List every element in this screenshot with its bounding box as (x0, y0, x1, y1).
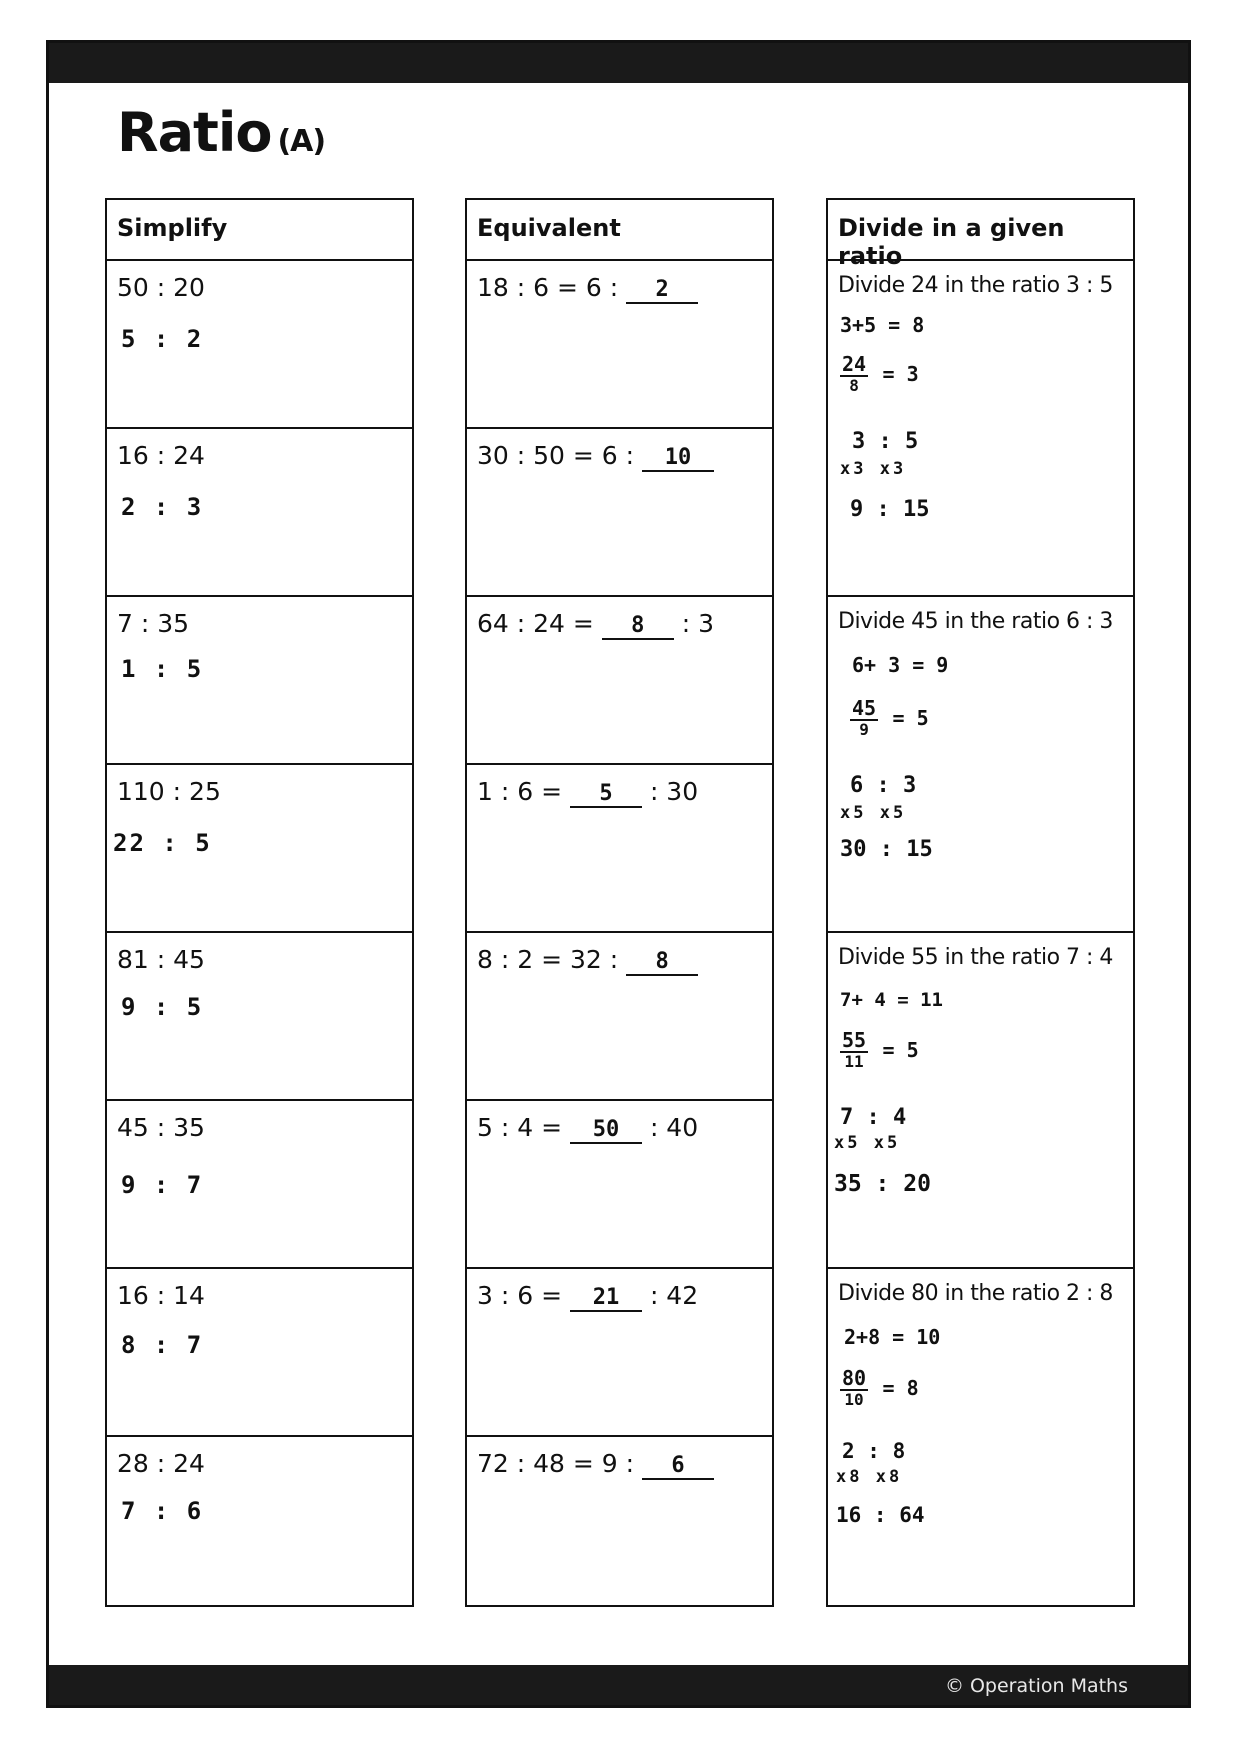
equivalent-item (467, 429, 772, 597)
top-banner (49, 43, 1188, 83)
equivalent-question: 3 : 6 = (477, 1281, 563, 1310)
divide-question: Divide 45 in the ratio 6 : 3 (838, 609, 1113, 634)
equivalent-item (467, 1101, 772, 1269)
simplify-item (107, 1269, 412, 1437)
equivalent-question: 64 : 24 = (477, 609, 594, 638)
equivalent-answer: 10 (642, 446, 714, 472)
fraction-numerator: 24 (842, 352, 867, 376)
equivalent-answer: 8 (626, 950, 698, 976)
simplify-header: Simplify (107, 200, 412, 261)
simplify-column (105, 198, 414, 1607)
simplify-item (107, 1437, 412, 1605)
divide-ratio: 7 : 4 (840, 1105, 907, 1130)
simplify-item (107, 261, 412, 429)
divide-question: Divide 24 in the ratio 3 : 5 (838, 273, 1113, 298)
simplify-item (107, 765, 412, 933)
simplify-question: 110 : 25 (117, 777, 221, 806)
equivalent-answer: 50 (570, 1118, 642, 1144)
fraction-numerator: 55 (842, 1028, 867, 1052)
divide-ratio: 6 : 3 (850, 773, 917, 798)
fraction-denominator: 10 (844, 1390, 864, 1409)
simplify-item (107, 429, 412, 597)
simplify-question: 28 : 24 (117, 1449, 205, 1478)
fraction-denominator: 11 (844, 1052, 864, 1071)
equivalent-question: 1 : 6 = (477, 777, 563, 806)
fraction-result: = 3 (882, 362, 919, 386)
divide-ratio: 2 : 8 (842, 1439, 906, 1463)
equivalent-tail: : 3 (681, 609, 715, 638)
equivalent-question: 8 : 2 = 32 : (477, 945, 619, 974)
simplify-question: 7 : 35 (117, 609, 190, 638)
equivalent-answer: 21 (570, 1286, 642, 1312)
divide-fraction (850, 697, 929, 739)
equivalent-question: 30 : 50 = 6 : (477, 441, 635, 470)
equivalent-question: 5 : 4 = (477, 1113, 563, 1142)
equivalent-answer: 2 (626, 278, 698, 304)
divide-answer: 9 : 15 (850, 497, 930, 522)
simplify-item (107, 933, 412, 1101)
equivalent-item (467, 1269, 772, 1437)
divide-sum: 6+ 3 = 9 (852, 653, 949, 677)
equivalent-question: 72 : 48 = 9 : (477, 1449, 635, 1478)
simplify-question: 45 : 35 (117, 1113, 205, 1142)
fraction-result: = 5 (892, 706, 929, 730)
divide-answer: 30 : 15 (840, 837, 933, 862)
divide-question: Divide 55 in the ratio 7 : 4 (838, 945, 1113, 970)
divide-sum: 2+8 = 10 (844, 1325, 941, 1349)
divide-item (828, 933, 1133, 1269)
divide-answer: 35 : 20 (834, 1171, 931, 1197)
fraction-numerator: 45 (852, 696, 877, 720)
equivalent-tail: : 30 (649, 777, 699, 806)
divide-item (828, 1269, 1133, 1605)
simplify-question: 50 : 20 (117, 273, 205, 302)
bottom-banner (49, 1665, 1188, 1705)
equivalent-tail: : 42 (649, 1281, 699, 1310)
equivalent-item (467, 261, 772, 429)
divide-multipliers: x5 x5 (834, 1133, 901, 1153)
equivalent-answer: 6 (642, 1454, 714, 1480)
title-main: Ratio (117, 101, 272, 164)
simplify-item (107, 1101, 412, 1269)
fraction-numerator: 80 (842, 1366, 867, 1390)
page-title (117, 101, 325, 164)
divide-sum: 7+ 4 = 11 (840, 989, 943, 1011)
copyright-text: © Operation Maths (944, 1675, 1128, 1697)
simplify-answer: 1 : 5 (121, 655, 204, 683)
equivalent-column (465, 198, 774, 1607)
simplify-answer: 8 : 7 (121, 1331, 204, 1359)
divide-multipliers: x8 x8 (836, 1467, 903, 1487)
simplify-question: 16 : 14 (117, 1281, 205, 1310)
simplify-answer: 2 : 3 (121, 493, 204, 521)
worksheet-page (46, 40, 1191, 1708)
simplify-answer: 7 : 6 (121, 1497, 204, 1525)
divide-fraction (840, 1029, 919, 1071)
divide-multipliers: x5 x5 (840, 803, 907, 823)
divide-header: Divide in a given ratio (828, 200, 1133, 261)
equivalent-item (467, 1437, 772, 1605)
fraction-result: = 8 (882, 1376, 919, 1400)
equivalent-item (467, 765, 772, 933)
divide-fraction (840, 353, 919, 395)
divide-column (826, 198, 1135, 1607)
simplify-answer: 5 : 2 (121, 325, 204, 353)
divide-sum: 3+5 = 8 (840, 313, 925, 337)
equivalent-item (467, 597, 772, 765)
simplify-answer: 9 : 5 (121, 993, 204, 1021)
simplify-answer: 9 : 7 (121, 1171, 204, 1199)
simplify-question: 16 : 24 (117, 441, 205, 470)
divide-item (828, 597, 1133, 933)
fraction-denominator: 9 (859, 720, 869, 739)
divide-multipliers: x3 x3 (840, 459, 907, 479)
divide-answer: 16 : 64 (836, 1503, 925, 1527)
divide-ratio: 3 : 5 (852, 429, 919, 454)
equivalent-tail: : 40 (649, 1113, 699, 1142)
equivalent-answer: 5 (570, 782, 642, 808)
divide-question: Divide 80 in the ratio 2 : 8 (838, 1281, 1113, 1306)
equivalent-answer: 8 (602, 614, 674, 640)
equivalent-question: 18 : 6 = 6 : (477, 273, 619, 302)
divide-fraction (840, 1367, 919, 1409)
divide-item (828, 261, 1133, 597)
equivalent-item (467, 933, 772, 1101)
simplify-answer: 22 : 5 (113, 829, 212, 857)
title-sub: (A) (277, 124, 326, 159)
simplify-item (107, 597, 412, 765)
fraction-result: = 5 (882, 1038, 919, 1062)
equivalent-header: Equivalent (467, 200, 772, 261)
fraction-denominator: 8 (849, 376, 859, 395)
simplify-question: 81 : 45 (117, 945, 205, 974)
